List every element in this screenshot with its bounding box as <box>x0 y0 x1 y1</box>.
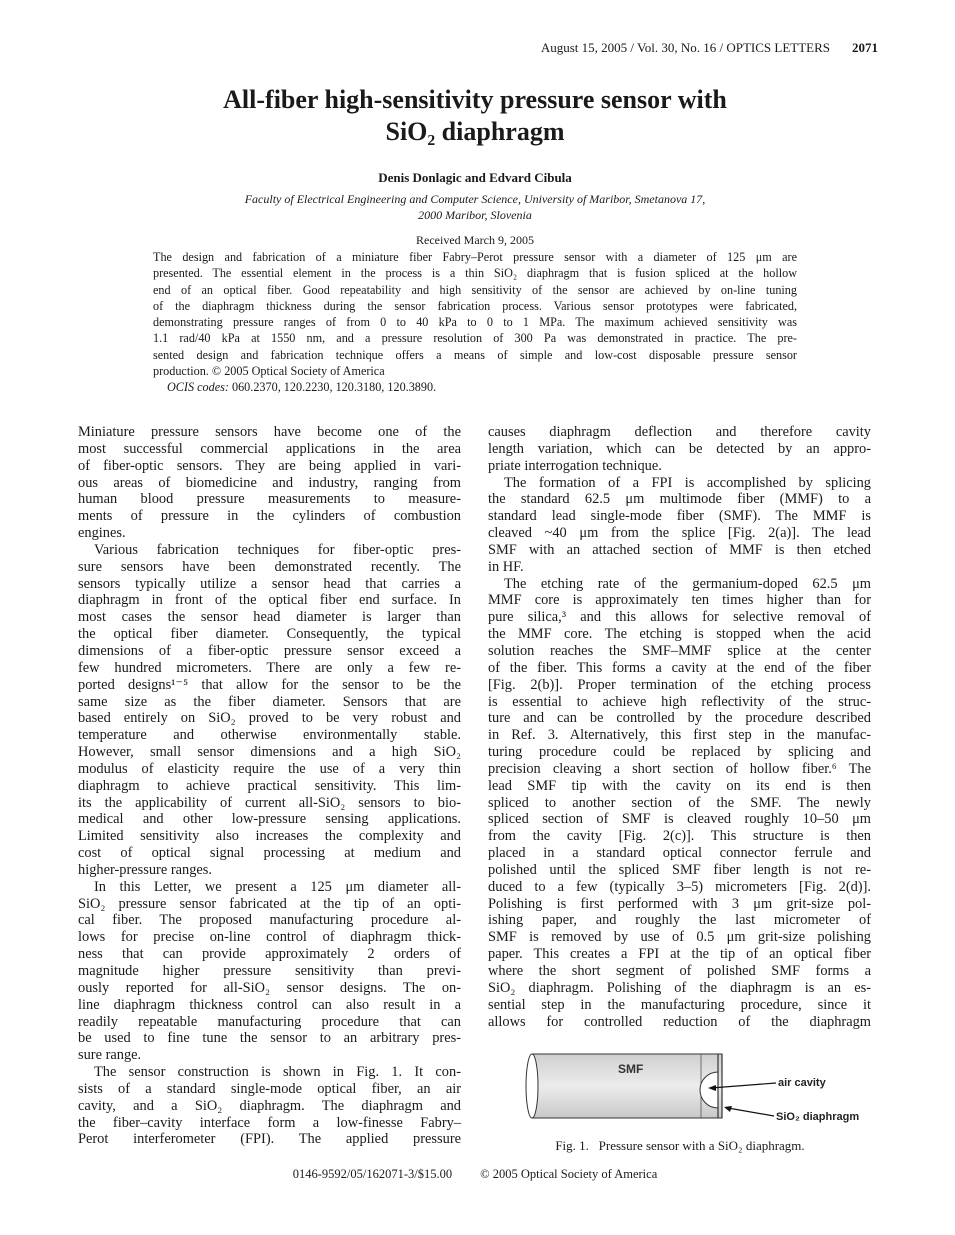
text-line: The formation of a FPI is accomplished by splicing <box>504 474 871 491</box>
text-line: Limited sensitivity also increases the complexity and <box>78 828 461 845</box>
paragraph <box>78 424 461 542</box>
text-line: The sensor construction is shown in Fig. 1. It con- <box>94 1064 461 1081</box>
abstract-line: 1.1 rad/40 kPa at 1550 nm, and a pressure resolution of 300 Pa was demonstrated in practice. The pre- <box>153 331 797 346</box>
article-code: 0146-9592/05/162071-3/$15.00 <box>292 1167 453 1181</box>
text-line: ness that can provide approximately 2 orders of <box>78 946 461 963</box>
text-line: sential step in the manufacturing procedure, since it <box>488 996 871 1013</box>
text-line: solution reaches the SMF–MMF splice at the center <box>488 642 871 659</box>
text-line: ously reported for all-SiO₂ sensor designs. The on- <box>78 979 461 996</box>
text-line: However, small sensor dimensions and a high SiO₂ <box>78 744 461 761</box>
ocis-values: 060.2370, 120.2230, 120.3180, 120.3890. <box>228 380 437 395</box>
text-line: the optical fiber diameter. Consequently, the typical <box>78 626 461 643</box>
text-line: MMF core is approximately ten times higher than for <box>488 592 871 609</box>
text-line: precision cleaving a short section of hollow fiber.⁶ The <box>488 760 871 777</box>
text-line: [Fig. 2(b)]. Proper termination of the etching process <box>488 676 871 693</box>
abstract-line: presented. The essential element in the process is a thin SiO₂ diaphragm that is fusion spliced at the hollow <box>153 266 797 281</box>
text-line: polished until the spliced SMF fiber length is not re- <box>488 861 871 878</box>
text-line: in HF. <box>488 558 524 575</box>
text-line: Polishing is first performed with 3 μm grit-size pol- <box>488 895 871 912</box>
paragraph <box>488 475 871 576</box>
text-line: priate interrogation technique. <box>488 457 662 474</box>
paper-title <box>100 84 850 148</box>
text-line: ishing paper, and roughly the last micrometer of <box>488 912 871 929</box>
text-line: duced to a few (typically 3–5) micrometers [Fig. 2(d)]. <box>488 878 871 895</box>
text-line: standard lead single-mode fiber (SMF). The MMF is <box>488 508 871 525</box>
text-line: Various fabrication techniques for fiber-optic pres- <box>94 541 461 558</box>
text-line: cleaved ~40 μm from the splice [Fig. 2(a)]. The lead <box>488 525 871 542</box>
fiber-end <box>526 1054 538 1118</box>
label-air-cavity: air cavity <box>778 1077 826 1089</box>
text-line: diaphragm to achieve practical sensitivity. This lim- <box>78 777 461 794</box>
text-line: cal fiber. The proposed manufacturing procedure al- <box>78 912 461 929</box>
paragraph <box>488 424 871 475</box>
left-column <box>78 424 461 1148</box>
text-line: most cases the sensor head diameter is larger than <box>78 609 461 626</box>
text-line: is essential to achieve high reflectivity of the struc- <box>488 693 871 710</box>
abstract-line: of the diaphragm thickness during the sensor fabrication process. Various sensor prototypes were fabricated, <box>153 298 797 313</box>
text-line: the standard 62.5 μm multimode fiber (MMF) to a <box>488 491 871 508</box>
copyright: © 2005 Optical Society of America <box>480 1167 658 1181</box>
abstract-body <box>153 249 797 379</box>
text-line: allows for controlled reduction of the diaphragm <box>488 1013 871 1030</box>
text-line: modulus of elasticity require the use of a very thin <box>78 760 461 777</box>
text-line: higher-pressure ranges. <box>78 861 212 878</box>
paragraph <box>78 1064 461 1148</box>
text-line: turing procedure could be replaced by splicing and <box>488 744 871 761</box>
text-line: magnitude higher pressure sensitivity than previ- <box>78 963 461 979</box>
title-line-1: All-fiber high-sensitivity pressure sensor with <box>223 85 727 114</box>
text-line: causes diaphragm deflection and therefore cavity <box>488 424 871 440</box>
text-line: the MMF core. The etching is stopped when the acid <box>488 626 871 643</box>
page-number: 2071 <box>852 40 878 55</box>
text-line: sure range. <box>78 1047 142 1064</box>
text-line: ments of pressure in the cylinders of combustion <box>78 508 461 525</box>
text-line: human blood pressure measurements to measure- <box>78 491 461 508</box>
text-line: the fiber–cavity interface form a low-finesse Fabry– <box>78 1114 461 1131</box>
text-line: paper. This creates a FPI at the tip of an optical fiber <box>488 946 871 963</box>
abstract-line: demonstrating pressure ranges of from 0 to 40 kPa to 0 to 1 MPa. The maximum achieved sensitivity was <box>153 315 797 330</box>
sensor-diagram <box>518 1050 868 1130</box>
text-line: SMF is removed by use of 0.5 μm grit-size polishing <box>488 929 871 946</box>
text-line: SiO₂ pressure sensor fabricated at the tip of an opti- <box>78 895 461 912</box>
text-line: The etching rate of the germanium-doped 62.5 μm <box>504 575 871 592</box>
paragraph <box>78 542 461 879</box>
text-line: of fiber-optic sensors. They are being applied in vari- <box>78 457 461 474</box>
text-line: line diaphragm thickness control can also result in a <box>78 996 461 1013</box>
right-column <box>488 424 871 1030</box>
figure-1 <box>518 1050 868 1130</box>
abstract-line: The design and fabrication of a miniature fiber Fabry–Perot pressure sensor with a diameter of 125 μm are <box>153 250 797 264</box>
text-line: diaphragm in front of the optical fiber end surface. In <box>78 592 461 609</box>
ocis-codes <box>153 379 797 395</box>
text-line: length variation, which can be detected by an appro- <box>488 440 871 457</box>
text-line: temperature and otherwise environmentally stable. <box>78 727 461 744</box>
text-line: spliced section of SMF is cleaved roughly 10–50 μm <box>488 811 871 828</box>
abstract-line: sented design and fabrication technique offers a means of simple and low-cost disposable pressure sensor <box>153 347 797 362</box>
title-line-2: SiO₂ diaphragm <box>385 117 565 146</box>
text-line: be used to fine tune the sensor to an arbitrary pres- <box>78 1030 461 1047</box>
page-footer <box>150 1167 800 1182</box>
affiliation-line-1: Faculty of Electrical Engineering and Computer Science, University of Maribor, Smetanova 17, <box>244 192 706 206</box>
text-line: ported designs¹⁻⁵ that allow for the sensor to be the <box>78 676 461 693</box>
text-line: placed in a standard optical connector ferrule and <box>488 845 871 862</box>
text-line: In this Letter, we present a 125 μm diameter all- <box>94 878 461 895</box>
received-date: Received March 9, 2005 <box>416 233 534 247</box>
text-line: engines. <box>78 525 126 542</box>
text-line: spliced to another section of the SMF. The newly <box>488 794 871 811</box>
label-smf: SMF <box>618 1062 644 1076</box>
label-sio2-diaphragm: SiO₂ diaphragm <box>776 1111 860 1123</box>
text-line: of the fiber. This forms a cavity at the end of the fiber <box>488 659 871 676</box>
paragraph <box>488 576 871 1031</box>
ocis-label: OCIS codes: <box>167 380 229 395</box>
paragraph <box>78 879 461 1064</box>
text-line: ous areas of biomedicine and industry, ranging from <box>78 474 461 491</box>
text-line: based entirely on SiO₂ proved to be very robust and <box>78 710 461 727</box>
journal-info: August 15, 2005 / Vol. 30, No. 16 / OPTICS LETTERS <box>540 40 830 55</box>
text-line: ture and can be controlled by the procedure described <box>488 710 871 727</box>
abstract-line: end of an optical fiber. Good repeatability and high sensitivity of the sensor are achieved by on-line tuning <box>153 282 797 297</box>
text-line: cost of optical signal processing at medium and <box>78 845 461 862</box>
text-line: sure sensors have been demonstrated recently. The <box>78 558 461 575</box>
text-line: sists of a standard single-mode optical fiber, an air <box>78 1080 461 1097</box>
text-line: its the applicability of current all-SiO₂ sensors to bio- <box>78 794 461 811</box>
text-line: dimensions of a fiber-optic pressure sensor exceed a <box>78 642 461 659</box>
abstract-line: production. © 2005 Optical Society of America <box>153 364 385 379</box>
text-line: readily repeatable manufacturing procedure that can <box>78 1013 461 1030</box>
text-line: most successful commercial applications in the area <box>78 440 461 457</box>
text-line: in Ref. 3. Alternatively, this first step in the manufac- <box>488 727 871 744</box>
text-line: few hundred micrometers. There are only a few re- <box>78 659 461 676</box>
text-line: from the cavity [Fig. 2(c)]. This structure is then <box>488 828 871 845</box>
text-line: Miniature pressure sensors have become one of the <box>78 424 461 440</box>
text-line: lead SMF tip with the cavity on its end is then <box>488 777 871 794</box>
text-line: pure silica,³ and this allows for selective removal of <box>488 609 871 626</box>
text-line: SiO₂ diaphragm. Polishing of the diaphragm is an es- <box>488 979 871 996</box>
running-head <box>300 40 878 56</box>
text-line: cavity, and a SiO₂ diaphragm. The diaphragm and <box>78 1097 461 1114</box>
text-line: where the short segment of polished SMF forms a <box>488 963 871 979</box>
text-line: Perot interferometer (FPI). The applied pressure <box>78 1131 461 1148</box>
figure-caption: Fig. 1. Pressure sensor with a SiO₂ diaphragm. <box>555 1138 805 1153</box>
text-line: same size as the fiber diameter. Sensors that are <box>78 693 461 710</box>
affiliation-line-2: 2000 Maribor, Slovenia <box>418 208 532 222</box>
affiliation <box>150 191 800 223</box>
authors: Denis Donlagic and Edvard Cibula <box>378 170 572 185</box>
text-line: SMF with an attached section of MMF is then etched <box>488 541 871 558</box>
abstract <box>153 249 797 396</box>
text-line: sensors typically utilize a sensor head that carries a <box>78 575 461 592</box>
text-line: lows for precise on-line control of diaphragm thick- <box>78 929 461 946</box>
text-line: medical and other low-pressure sensing applications. <box>78 811 461 828</box>
